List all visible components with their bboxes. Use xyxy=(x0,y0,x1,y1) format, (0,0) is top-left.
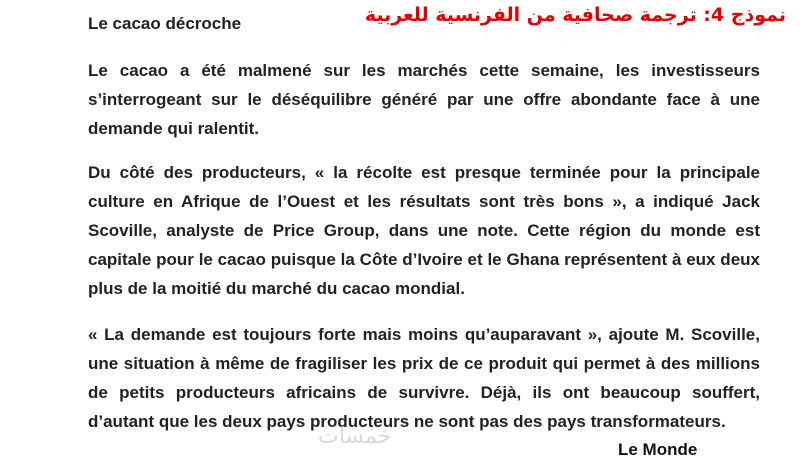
paragraph-3: « La demande est toujours forte mais moins qu’auparavant », ajoute M. Scoville, une situation à même de fragiliser les prix de ce produit qui permet à des millions de petits producteurs africains de survivre. Déjà, ils ont beaucoup souffert, d’autant que les deux pays producteurs ne sont pas des pays transformateurs. xyxy=(88,325,760,431)
paragraph-1: Le cacao a été malmené sur les marchés cette semaine, les investisseurs s’interrogeant sur le déséquilibre généré par une offre abondante face à une demande qui ralentit. xyxy=(88,61,760,138)
source-credit: Le Monde xyxy=(618,440,698,459)
watermark-logo: خمسات xyxy=(318,424,392,449)
article-title: Le cacao décroche xyxy=(88,14,242,33)
paragraph-2: Du côté des producteurs, « la récolte est presque terminée pour la principale culture en Afrique de l’Ouest et les résultats sont très bons », a indiqué Jack Scoville, analyste de Price Group, dans une note. Cette région du monde est capitale pour le cacao puisque la Côte d’Ivoire et le Ghana représentent à eux deux plus de la moitié du marché du cacao mondial. xyxy=(88,163,760,298)
arabic-heading: نموذج 4: ترجمة صحافية من الفرنسية للعربية xyxy=(364,4,786,26)
